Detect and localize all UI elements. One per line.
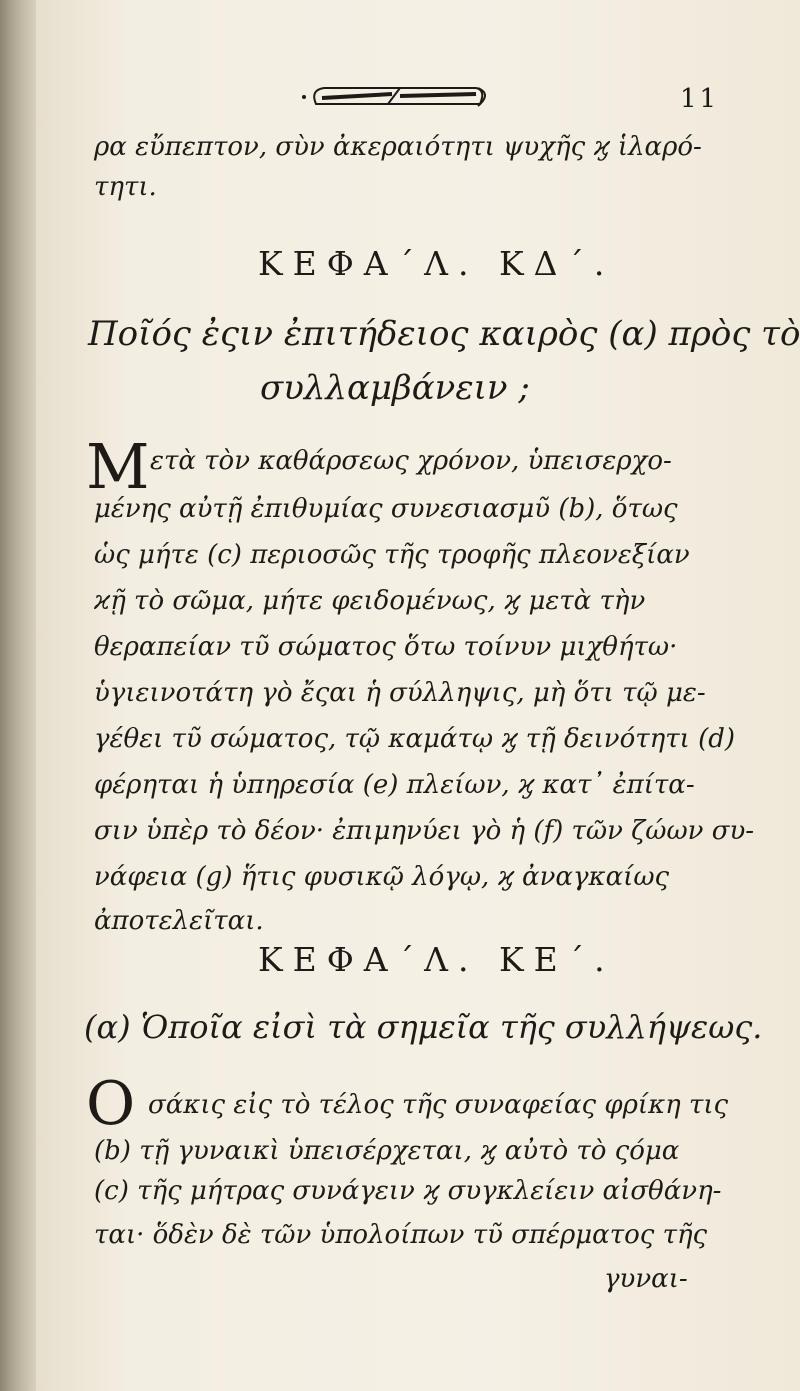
text-line: γέθει τῦ σώματος, τῷ καμάτῳ ϗ τῇ δεινότητι (d) — [94, 724, 735, 754]
drop-cap: Ο — [86, 1069, 136, 1139]
text-line: ϰῇ τὸ σῶμα, μήτε φειδομένως, ϗ μετὰ τὴν — [94, 586, 646, 616]
text-line: ὑγιεινοτάτη γὸ ἔςαι ἡ σύλληψις, μὴ ὅτι τῷ με- — [94, 678, 706, 708]
chapter-heading: ΚΕΦΑ΄Λ. ΚΕ΄. — [258, 940, 615, 979]
catchword: γυναι- — [604, 1264, 688, 1294]
text-line: φέρηται ἡ ὑπηρεσία (e) πλείων, ϗ κατ᾽ ἐπίτα- — [94, 770, 695, 800]
text-line: (b) τῇ γυναικὶ ὑπεισέρχεται, ϗ αὐτὸ τὸ ςόμα — [94, 1136, 680, 1166]
chapter-question: συλλαμβάνειν ; — [260, 368, 530, 408]
text-line: ρα εὔπεπτον, σὺν ἀκεραιότητι ψυχῆς ϗ ἱλαρό- — [94, 132, 702, 162]
ornament-headpiece — [300, 82, 490, 108]
chapter-question: Ποῖός ἐςιν ἐπιτήδειος καιρὸς (α) πρὸς τὸ — [88, 314, 800, 354]
text-line: θεραπείαν τῦ σώματος ὅτω τοίνυν μιχθήτω· — [94, 632, 678, 662]
chapter-question: (α) Ὁποῖα εἰσὶ τὰ σημεῖα τῆς συλλήψεως. — [84, 1008, 763, 1046]
text-line: ετὰ τὸν καθάρσεως χρόνον, ὑπεισερχο- — [150, 446, 672, 476]
text-line: ἀποτελεῖται. — [94, 906, 264, 936]
text-line: (c) τῆς μήτρας συνάγειν ϗ συγκλείειν αἰσθάνη- — [94, 1176, 722, 1206]
text-line: νάφεια (g) ἥτις φυσικῷ λόγῳ, ϗ ἀναγκαίως — [94, 862, 670, 892]
chapter-heading: ΚΕΦΑ΄Λ. ΚΔ΄. — [258, 244, 615, 283]
text-line: ὡς μήτε (c) περιοσῶς τῆς τροφῆς πλεονεξίαν — [94, 540, 690, 570]
text-line: τητι. — [94, 172, 157, 202]
page-number: 11 — [680, 84, 720, 114]
text-line: μένης αὐτῇ ἐπιθυμίας συνεσιασμῦ (b), ὅτως — [94, 494, 678, 524]
drop-cap: Μ — [86, 430, 150, 503]
text-line: σιν ὑπὲρ τὸ δέον· ἐπιμηνύει γὸ ἡ (f) τῶν ζώων συ- — [94, 816, 755, 846]
text-line: σάκις εἰς τὸ τέλος τῆς συναφείας φρίκη τις — [148, 1090, 729, 1120]
text-line: ται· ὅδὲν δὲ τῶν ὑπολοίπων τῦ σπέρματος τῆς — [94, 1220, 708, 1250]
book-gutter — [0, 0, 36, 1391]
